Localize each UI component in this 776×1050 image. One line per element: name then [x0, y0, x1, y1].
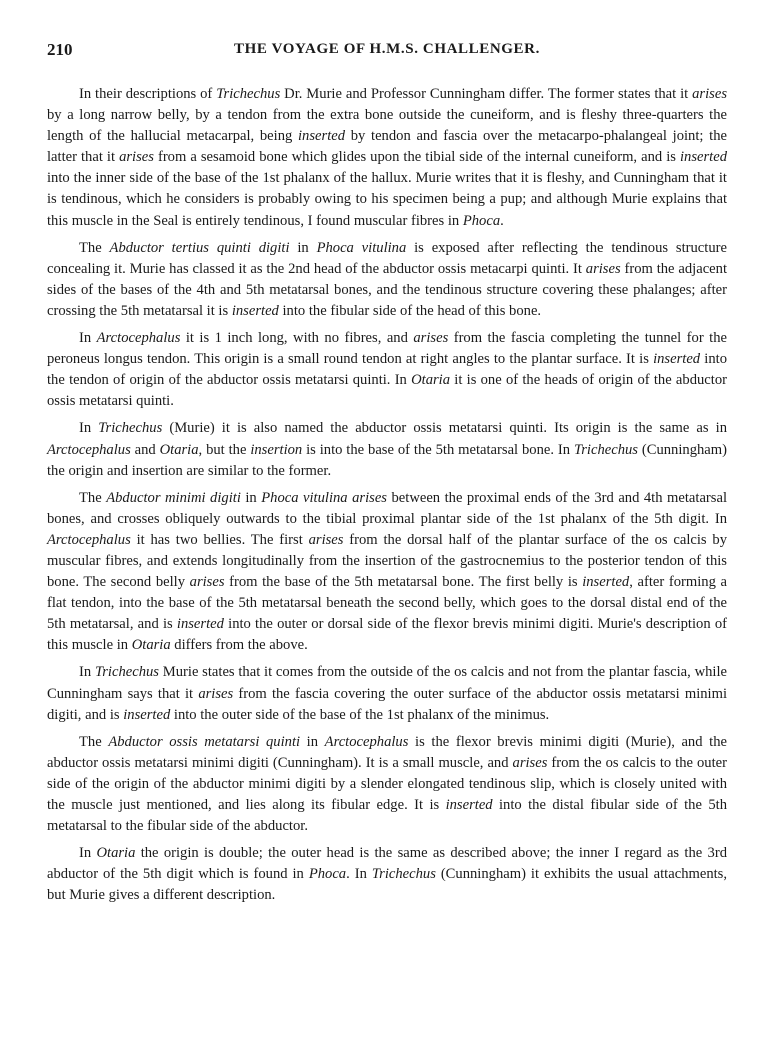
page-header [47, 40, 727, 66]
italic-term: inserted [298, 128, 346, 145]
italic-term: Otaria [96, 845, 136, 862]
text-run: in [240, 489, 262, 506]
text-run: . [500, 212, 504, 229]
text-run: , but the [198, 441, 251, 458]
text-run: in [300, 733, 325, 750]
italic-term: inserted [679, 149, 727, 166]
document-page [47, 40, 727, 906]
italic-term: Trichechus [371, 866, 436, 883]
text-run: from the os calcis to the outer side of the origin of the abductor minimi digiti by a slender elongated tendinous slip, which is closely united with the muscle just mentioned, and lies along its fibular edge. It is [47, 754, 727, 813]
paragraph-7 [47, 732, 727, 837]
text-run: Murie states that it comes from the outside of the os calcis and not from the plantar fascia, while Cunningham says that it [47, 664, 727, 702]
italic-term: inserted [582, 574, 630, 591]
text-run: it is 1 inch long, with no fibres, and [180, 330, 414, 347]
text-run: into the outer side of the base of the 1st phalanx of the minimus. [170, 706, 550, 723]
text-run: (Cunningham) it exhibits the usual attachments, but Murie gives a different description. [47, 866, 727, 904]
italic-term: Trichechus [94, 664, 159, 681]
paragraph-2 [47, 238, 727, 322]
italic-term: Otaria [159, 441, 199, 458]
text-run: (Cunningham) the origin and insertion are similar to the former. [47, 441, 727, 479]
paragraph-3 [47, 328, 727, 412]
text-run: . In [346, 866, 372, 883]
text-run: and [130, 441, 160, 458]
italic-term: arises [119, 149, 154, 166]
text-run: it has two bellies. The first [130, 531, 309, 548]
text-run: In their descriptions of [79, 86, 217, 102]
italic-term: arises [585, 260, 621, 277]
text-run: In [79, 664, 95, 681]
text-run: it is one of the heads of origin of the abductor ossis metatarsi quinti. [47, 372, 727, 410]
page-number: 210 [47, 40, 73, 59]
italic-term: Phoca [308, 866, 347, 883]
italic-term: arises [198, 685, 234, 702]
italic-term: arises [189, 574, 225, 591]
text-run: Dr. Murie and Professor Cunningham differ. The former states that it [280, 86, 693, 102]
text-run: In [79, 845, 97, 862]
italic-term: inserted [231, 302, 279, 319]
italic-term: arises [413, 330, 449, 347]
italic-term: Otaria [411, 372, 451, 389]
italic-term: insertion [250, 441, 303, 458]
text-run: The [79, 239, 110, 256]
text-run: in [289, 239, 317, 256]
text-run: In [79, 330, 97, 347]
text-run: into the distal fibular side of the 5th metatarsal to the fibular side of the abductor. [47, 797, 727, 835]
text-run: In [79, 420, 99, 437]
paragraph-4 [47, 418, 727, 481]
text-run: by a long narrow belly, by a tendon from the extra bone outside the cuneiform, and is fleshy three-quarters the length of the hallucial metacarpal, being [47, 107, 727, 145]
italic-term: Arctocephalus [96, 330, 181, 347]
italic-term: Phoca vitulina arises [261, 489, 387, 506]
italic-term: Abductor ossis metatarsi quinti [108, 733, 301, 750]
text-run: by tendon and fascia over the metacarpo-phalangeal joint; the latter that it [47, 128, 727, 166]
text-run: from the dorsal half of the plantar surface of the os calcis by muscular fibres, and extends longitudinally from the insertion of the gastrocnemius to the posterior tendon of this bone. The second belly [47, 531, 727, 591]
italic-term: arises [308, 531, 344, 548]
text-run: from the adjacent sides of the bases of the 4th and 5th metatarsal bones, and the tendinous structure covering these phalanges; after crossing the 5th metatarsal it is [47, 260, 727, 319]
text-run: into the tendon of origin of the abductor ossis metatarsi quinti. In [47, 351, 727, 389]
paragraph-8 [47, 843, 727, 906]
italic-term: Trichechus [216, 86, 281, 102]
text-run: is into the base of the 5th metatarsal bone. In [302, 441, 574, 458]
italic-term: Arctocephalus [324, 733, 409, 750]
italic-term: inserted [445, 797, 493, 813]
italic-term: Arctocephalus [47, 531, 131, 548]
italic-term: Phoca [462, 212, 501, 229]
text-run: from the base of the 5th metatarsal bone. The first belly is [224, 574, 583, 591]
running-title: THE VOYAGE OF H.M.S. CHALLENGER. [234, 41, 540, 57]
paragraph-1 [47, 84, 727, 232]
italic-term: Abductor minimi digiti [106, 489, 241, 506]
italic-term: Otaria [131, 637, 171, 654]
text-run: is exposed after reflecting the tendinous structure concealing it. Murie has classed it as the 2nd head of the abductor ossis metacarpi quinti. It [47, 239, 727, 277]
text-run: The [79, 733, 109, 750]
text-run: from the fascia covering the outer surface of the abductor ossis metatarsi minimi digiti, and is [47, 685, 728, 723]
paragraph-6 [47, 662, 727, 725]
italic-term: Arctocephalus [47, 441, 131, 458]
italic-term: arises [512, 754, 548, 771]
italic-term: arises [692, 86, 727, 102]
text-run: the origin is double; the outer head is the same as described above; the inner I regard as the 3rd abductor of the 5th digit which is found in [47, 845, 727, 883]
text-run: , after forming a flat tendon, into the base of the 5th metatarsal beneath the second belly, which goes to the dorsal distal end of the 5th metatarsal, and is [47, 574, 727, 633]
text-run: from the fascia completing the tunnel for the peroneus longus tendon. This origin is a small round tendon at right angles to the plantar surface. It is [47, 330, 727, 368]
text-run: differs from the above. [170, 637, 308, 654]
text-run: (Murie) it is also named the abductor ossis metatarsi quinti. Its origin is the same as in [162, 420, 727, 437]
body-text [47, 84, 727, 906]
italic-term: Trichechus [98, 420, 163, 437]
italic-term: Trichechus [573, 441, 638, 458]
paragraph-5 [47, 488, 727, 657]
italic-term: inserted [653, 351, 701, 368]
italic-term: inserted [123, 706, 171, 723]
text-run: between the proximal ends of the 3rd and 4th metatarsal bones, and crosses obliquely outwards to the tibial proximal plantar side of the 1st phalanx of the 5th digit. In [47, 489, 727, 527]
text-run: is the flexor brevis minimi digiti (Murie), and the abductor ossis metatarsi minimi digiti (Cunningham). It is a small muscle, and [47, 733, 727, 771]
italic-term: Phoca vitulina [316, 239, 407, 256]
italic-term: inserted [176, 616, 224, 633]
text-run: into the inner side of the base of the 1st phalanx of the hallux. Murie writes that it is fleshy, and Cunningham that it is tendinous, which he considers is probably owing to his specimen being a pup; and although Murie explains that this muscle in the Seal is entirely tendinous, I found muscular fibres in [47, 170, 727, 229]
text-run: from a sesamoid bone which glides upon the tibial side of the internal cuneiform, and is [153, 149, 680, 166]
italic-term: Abductor tertius quinti digiti [109, 239, 290, 256]
text-run: The [79, 489, 107, 506]
text-run: into the outer or dorsal side of the flexor brevis minimi digiti. Murie's description of this muscle in [47, 616, 727, 654]
text-run: into the fibular side of the head of this bone. [278, 302, 542, 319]
